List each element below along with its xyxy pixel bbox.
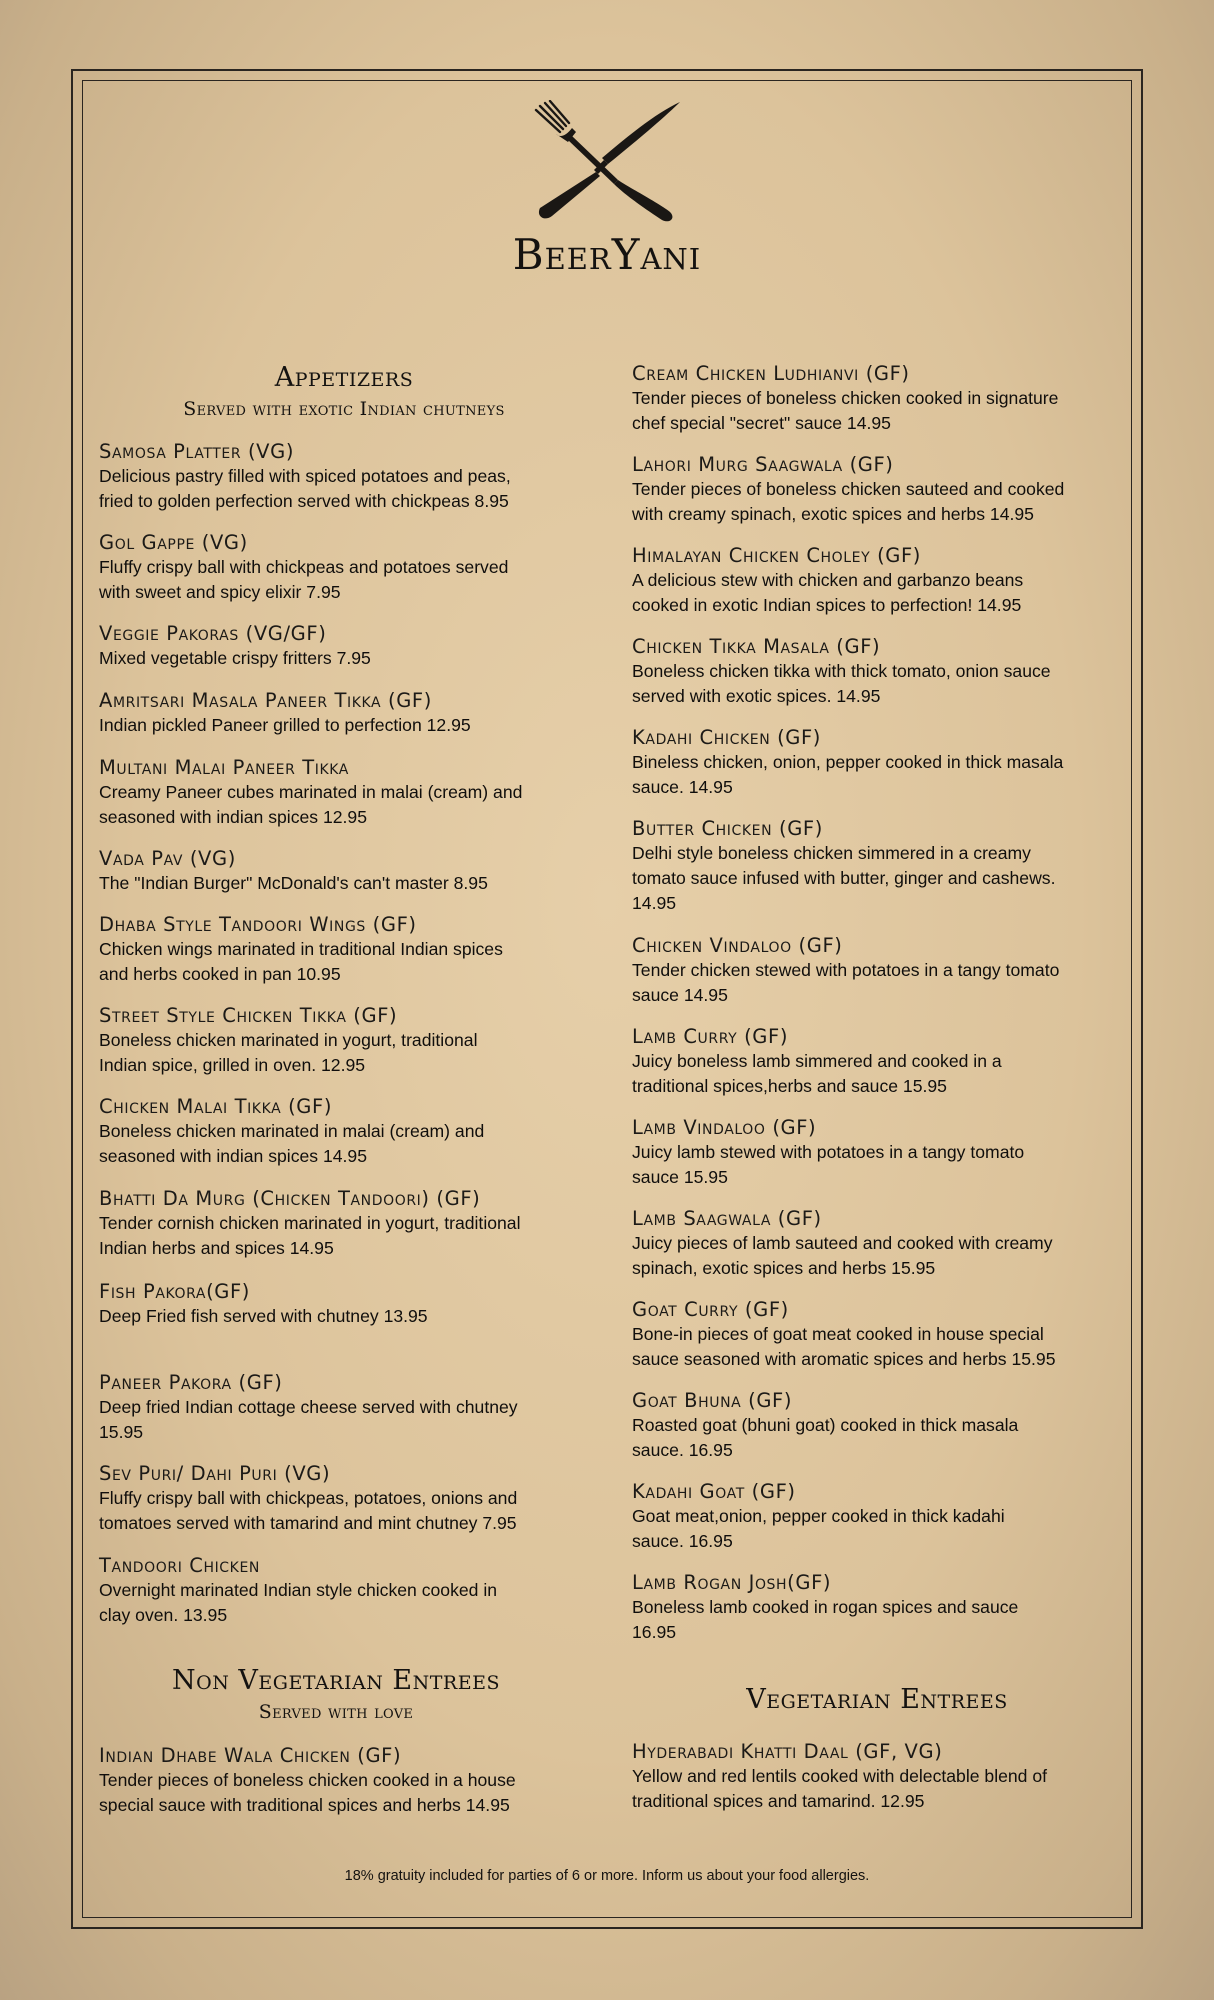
item-description: Tender pieces of boneless chicken sauteed and cooked [632, 479, 1065, 499]
item-name: Paneer Pakora (GF) [99, 1371, 283, 1394]
item-description: clay oven. 13.95 [99, 1605, 228, 1625]
item-name: Kadahi Goat (GF) [632, 1480, 796, 1503]
item-name: Chicken Malai Tikka (GF) [99, 1095, 333, 1118]
item-description: cooked in exotic Indian spices to perfection! 14.95 [632, 595, 1022, 615]
item-description: Indian pickled Paneer grilled to perfection 12.95 [99, 715, 471, 735]
item-description: Juicy lamb stewed with potatoes in a tangy tomato [632, 1142, 1025, 1162]
menu-item [99, 689, 619, 738]
menu-item [99, 1744, 619, 1818]
item-name: Butter Chicken (GF) [632, 817, 823, 840]
item-description: A delicious stew with chicken and garbanzo beans [632, 570, 1024, 590]
item-description: Bone-in pieces of goat meat cooked in house special [632, 1324, 1044, 1344]
item-description: spinach, exotic spices and herbs 15.95 [632, 1258, 936, 1278]
item-name: Amritsari Masala Paneer Tikka (GF) [99, 689, 432, 712]
item-description: Yellow and red lentils cooked with delectable blend of [632, 1766, 1048, 1786]
menu-item [632, 544, 1152, 618]
item-description: Creamy Paneer cubes marinated in malai (cream) and [99, 782, 523, 802]
item-description: Delhi style boneless chicken simmered in a creamy [632, 843, 1031, 863]
item-name: Vada Pav (VG) [99, 847, 236, 870]
item-description: Boneless lamb cooked in rogan spices and sauce [632, 1597, 1019, 1617]
menu-item [632, 635, 1152, 709]
appetizers-subtitle: Served with exotic Indian chutneys [183, 398, 505, 420]
item-description: with creamy spinach, exotic spices and herbs 14.95 [632, 504, 1034, 524]
item-name: Samosa Platter (VG) [99, 440, 295, 463]
menu-item [99, 1095, 619, 1169]
item-description: Boneless chicken marinated in malai (cream) and [99, 1121, 485, 1141]
item-name: Street Style Chicken Tikka (GF) [99, 1004, 398, 1027]
item-description: with sweet and spicy elixir 7.95 [99, 582, 341, 602]
item-description: 16.95 [632, 1622, 677, 1642]
item-description: Deep fried Indian cottage cheese served with chutney [99, 1397, 518, 1417]
menu-item [632, 1389, 1152, 1463]
item-description: traditional spices,herbs and sauce 15.95 [632, 1076, 947, 1096]
item-description: sauce 14.95 [632, 985, 728, 1005]
item-description: sauce. 16.95 [632, 1531, 733, 1551]
item-name: Lamb Saagwala (GF) [632, 1207, 822, 1230]
item-description: 14.95 [632, 893, 677, 913]
item-description: Tender pieces of boneless chicken cooked in signature [632, 388, 1059, 408]
menu-item [632, 453, 1152, 527]
item-name: Goat Curry (GF) [632, 1298, 789, 1321]
menu-item [99, 847, 619, 896]
item-description: Boneless chicken marinated in yogurt, traditional [99, 1030, 478, 1050]
item-description: sauce. 14.95 [632, 777, 733, 797]
item-name: Lamb Curry (GF) [632, 1025, 789, 1048]
menu-item [99, 1371, 619, 1445]
menu-item [632, 726, 1152, 800]
item-name: Himalayan Chicken Choley (GF) [632, 544, 922, 567]
menu-item [632, 1116, 1152, 1190]
item-name: Bhatti Da Murg (Chicken Tandoori) (GF) [99, 1187, 481, 1210]
appetizers-title: Appetizers [274, 362, 414, 393]
footer-note: 18% gratuity included for parties of 6 or more. Inform us about your food allergies. [344, 1868, 870, 1884]
menu-item [99, 1462, 619, 1536]
item-description: sauce. 16.95 [632, 1440, 733, 1460]
menu-item [99, 1187, 619, 1261]
item-description: Boneless chicken tikka with thick tomato, onion sauce [632, 661, 1051, 681]
item-description: Tender pieces of boneless chicken cooked in a house [99, 1770, 516, 1790]
item-description: served with exotic spices. 14.95 [632, 686, 881, 706]
item-description: Roasted goat (bhuni goat) cooked in thick masala [632, 1415, 1019, 1435]
item-description: Goat meat,onion, pepper cooked in thick kadahi [632, 1506, 1005, 1526]
item-description: Mixed vegetable crispy fritters 7.95 [99, 648, 371, 668]
item-description: Tender cornish chicken marinated in yogurt, traditional [99, 1213, 521, 1233]
item-description: seasoned with indian spices 12.95 [99, 807, 367, 827]
item-name: Lahori Murg Saagwala (GF) [632, 453, 894, 476]
item-description: Tender chicken stewed with potatoes in a tangy tomato [632, 960, 1060, 980]
menu-item [632, 817, 1152, 916]
item-description: 15.95 [99, 1422, 144, 1442]
item-description: tomato sauce infused with butter, ginger and cashews. [632, 868, 1056, 888]
item-name: Kadahi Chicken (GF) [632, 726, 822, 749]
item-name: Chicken Vindaloo (GF) [632, 934, 843, 957]
item-description: Chicken wings marinated in traditional Indian spices [99, 939, 503, 959]
non-veg-title: Non Vegetarian Entrees [172, 1665, 500, 1696]
non-veg-subtitle: Served with love [258, 1701, 414, 1723]
item-name: Fish Pakora(GF) [99, 1280, 251, 1303]
menu-item [99, 1004, 619, 1078]
crossed-fork-knife-icon [530, 100, 684, 222]
item-name: Sev Puri/ Dahi Puri (VG) [99, 1462, 331, 1485]
restaurant-name: BeerYani [512, 230, 702, 279]
item-description: Deep Fried fish served with chutney 13.95 [99, 1306, 428, 1326]
veg-title: Vegetarian Entrees [746, 1684, 1008, 1715]
item-name: Gol Gappe (VG) [99, 531, 248, 554]
item-description: Fluffy crispy ball with chickpeas and potatoes served [99, 557, 509, 577]
item-description: Juicy pieces of lamb sauteed and cooked with creamy [632, 1233, 1053, 1253]
item-description: special sauce with traditional spices and herbs 14.95 [99, 1795, 510, 1815]
item-description: Fluffy crispy ball with chickpeas, potatoes, onions and [99, 1488, 518, 1508]
item-description: Overnight marinated Indian style chicken cooked in [99, 1580, 498, 1600]
item-name: Cream Chicken Ludhianvi (GF) [632, 362, 910, 385]
item-name: Goat Bhuna (GF) [632, 1389, 793, 1412]
menu-item [99, 622, 619, 671]
menu-item [632, 1298, 1152, 1372]
item-description: fried to golden perfection served with chickpeas 8.95 [99, 491, 509, 511]
menu-item [99, 1280, 619, 1329]
menu-item [632, 1480, 1152, 1554]
item-description: Indian spice, grilled in oven. 12.95 [99, 1055, 366, 1075]
item-description: Juicy boneless lamb simmered and cooked in a [632, 1051, 1002, 1071]
item-description: traditional spices and tamarind. 12.95 [632, 1791, 925, 1811]
item-description: tomatoes served with tamarind and mint chutney 7.95 [99, 1513, 517, 1533]
menu-item [632, 1740, 1152, 1814]
item-description: seasoned with indian spices 14.95 [99, 1146, 367, 1166]
item-name: Tandoori Chicken [99, 1554, 260, 1577]
item-description: Indian herbs and spices 14.95 [99, 1238, 334, 1258]
item-name: Dhaba Style Tandoori Wings (GF) [99, 913, 417, 936]
item-description: Bineless chicken, onion, pepper cooked in thick masala [632, 752, 1064, 772]
item-description: The "Indian Burger" McDonald's can't master 8.95 [99, 873, 488, 893]
menu-item [632, 362, 1152, 436]
menu-item [99, 531, 619, 605]
item-name: Multani Malai Paneer Tikka [99, 756, 349, 779]
item-name: Lamb Vindaloo (GF) [632, 1116, 817, 1139]
menu-item [99, 913, 619, 987]
item-name: Lamb Rogan Josh(GF) [632, 1571, 832, 1594]
item-name: Indian Dhabe Wala Chicken (GF) [99, 1744, 402, 1767]
menu-item [632, 934, 1152, 1008]
item-description: and herbs cooked in pan 10.95 [99, 964, 341, 984]
menu-item [632, 1207, 1152, 1281]
item-name: Chicken Tikka Masala (GF) [632, 635, 881, 658]
menu-item [632, 1571, 1152, 1645]
menu-item [632, 1025, 1152, 1099]
menu-item [99, 1554, 619, 1628]
menu-item [99, 756, 619, 830]
item-name: Veggie Pakoras (VG/GF) [99, 622, 327, 645]
item-name: Hyderabadi Khatti Daal (GF, VG) [632, 1740, 943, 1763]
item-description: sauce 15.95 [632, 1167, 728, 1187]
item-description: chef special "secret" sauce 14.95 [632, 413, 891, 433]
item-description: sauce seasoned with aromatic spices and herbs 15.95 [632, 1349, 1056, 1369]
item-description: Delicious pastry filled with spiced potatoes and peas, [99, 466, 511, 486]
menu-item [99, 440, 619, 514]
